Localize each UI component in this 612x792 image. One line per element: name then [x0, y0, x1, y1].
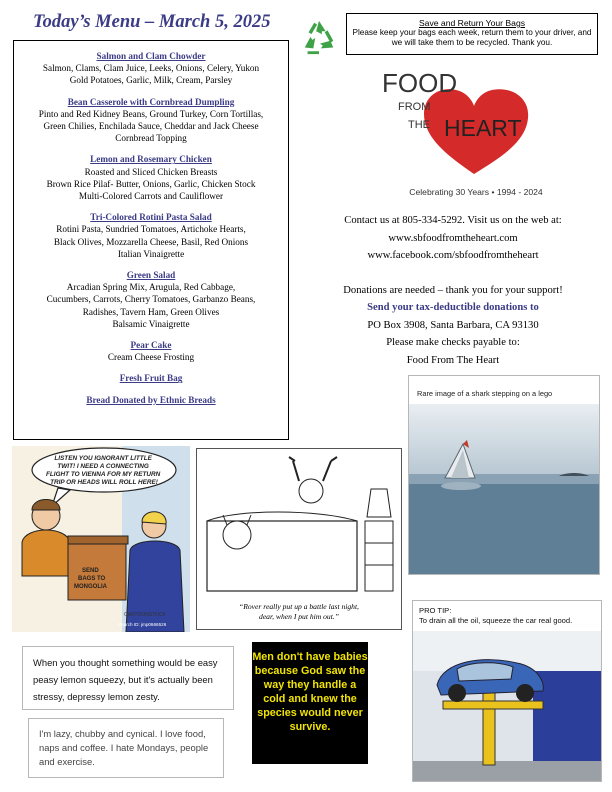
contact-line: Contact us at 805-334-5292. Visit us on the web at: [344, 215, 562, 226]
sign-line: MONGOLIA [74, 584, 107, 590]
lazy-meme: I'm lazy, chubby and cynical. I love food, naps and coffee. I hate Mondays, people and exercise. [28, 718, 224, 778]
pro-tip-text: To drain all the oil, squeeze the car real good. [419, 616, 573, 625]
menu-item-description: Roasted and Sliced Chicken Breasts [84, 166, 218, 177]
lemon-squeezy-meme: When you thought something would be easy peasy lemon squeezy, but it's actually been stressy, depressy lemon zesty. [22, 646, 234, 710]
rover-cartoon [196, 448, 402, 630]
payee-text: Food From The Heart [406, 354, 500, 366]
logo-food: FOOD [382, 68, 458, 98]
contact-info [300, 212, 606, 369]
mailing-address: PO Box 3908, Santa Barbara, CA 93130 [367, 319, 539, 331]
car-lift-photo [413, 631, 601, 781]
donations-text: Donations are needed – thank you for your support! [343, 284, 563, 296]
airline-cartoon [12, 446, 190, 632]
cartoon-search-id: Search ID: jmp0666526 [118, 622, 167, 627]
website-link[interactable]: www.sbfoodfromtheheart.com [388, 232, 518, 244]
menu-item-description: Black Olives, Mozzarella Cheese, Basil, Red Onions [53, 236, 249, 247]
recycle-icon [300, 18, 338, 56]
bags-heading: Save and Return Your Bags [418, 18, 526, 28]
bubble-line: TRIP OR HEADS WILL ROLL HERE! [50, 479, 158, 486]
pro-tip-heading: PRO TIP: [419, 606, 452, 615]
shark-photo [409, 404, 599, 574]
pro-tip-caption [413, 601, 601, 631]
checks-text: Please make checks payable to: [386, 337, 520, 348]
menu-item [14, 96, 288, 145]
page-title: Today’s Menu – March 5, 2025 [33, 12, 271, 32]
menu-item-description: Cornbread Topping [115, 133, 187, 144]
menu-item-name: Tri-Colored Rotini Pasta Salad [90, 212, 212, 223]
menu-item-description: Rotini Pasta, Sundried Tomatoes, Artichoke Hearts, [56, 224, 246, 235]
send-donations-text: Send your tax-deductible donations to [367, 302, 539, 313]
caption-line: dear, when I put him out.” [259, 611, 339, 621]
menu-item [14, 394, 288, 406]
rover-caption [197, 602, 401, 621]
logo-heart: HEART [444, 115, 522, 141]
bubble-line: TWIT! I NEED A CONNECTING [57, 463, 149, 470]
menu-item [14, 50, 288, 87]
sign-line: SEND [82, 568, 99, 574]
menu-item [14, 339, 288, 363]
pro-tip-meme [412, 600, 602, 782]
caption-line: “Rover really put up a battle last night, [239, 602, 359, 611]
menu-item [14, 269, 288, 330]
menu-item-description: Arcadian Spring Mix, Arugula, Red Cabbage, [66, 282, 236, 293]
menu-item-description: Pinto and Red Kidney Beans, Ground Turkey, Corn Tortillas, [38, 108, 264, 119]
shark-caption: Rare image of a shark stepping on a lego [417, 389, 553, 398]
facebook-link[interactable]: www.facebook.com/sbfoodfromtheheart [367, 250, 539, 261]
men-cold-meme: Men don't have babies because God saw the way they handle a cold and knew the species would never survive. [252, 642, 368, 764]
menu-item-description: Balsamic Vinaigrette [112, 318, 190, 329]
bags-text: Please keep your bags each week, return them to your driver, and we will take them to be recycled. Thank you. [352, 28, 592, 47]
menu-item [14, 211, 288, 260]
shark-meme [408, 375, 600, 575]
menu-item [14, 153, 288, 202]
menu-item [14, 372, 288, 384]
menu-item-description: Cucumbers, Carrots, Cherry Tomatoes, Garbanzo Beans, [46, 294, 256, 305]
cartoon-credit: CARTOONSTOCK [124, 612, 166, 618]
svg-text:LISTEN YOU IGNORANT LITTLE [46, 455, 162, 486]
menu-item-name: Fresh Fruit Bag [119, 373, 183, 384]
menu-item-description: Gold Potatoes, Garlic, Milk, Cream, Parsley [69, 75, 233, 86]
menu-item-name: Salmon and Clam Chowder [96, 51, 206, 61]
menu-item-description: Cream Cheese Frosting [107, 352, 195, 363]
logo-the: THE [408, 119, 430, 131]
bags-notice [346, 13, 598, 55]
sign-line: BAGS TO [78, 576, 106, 582]
menu-item-name: Lemon and Rosemary Chicken [90, 154, 212, 165]
menu-item-description: Radishes, Tavern Ham, Green Olives [82, 306, 220, 317]
bubble-line: LISTEN YOU IGNORANT LITTLE [54, 455, 152, 462]
menu-item-description: Multi-Colored Carrots and Cauliflower [78, 191, 224, 202]
logo-tagline: Celebrating 30 Years • 1994 - 2024 [409, 187, 543, 197]
menu-item-name: Pear Cake [130, 340, 172, 351]
menu-item-description: Salmon, Clams, Clam Juice, Leeks, Onions, Celery, Yukon [42, 63, 260, 74]
menu-item-name: Bread Donated by Ethnic Breads [86, 394, 216, 405]
menu-item-name: Green Salad [126, 270, 176, 281]
menu-item-description: Green Chilies, Enchilada Sauce, Cheddar and Jack Cheese [43, 121, 259, 132]
food-from-the-heart-logo [378, 62, 574, 202]
menu-item-description: Brown Rice Pilaf- Butter, Onions, Garlic, Chicken Stock [46, 178, 256, 189]
logo-from: FROM [398, 101, 431, 113]
menu-box [13, 40, 289, 440]
bubble-line: FLIGHT TO VIENNA FOR MY RETURN [46, 471, 161, 478]
menu-item-name: Bean Casserole with Cornbread Dumpling [67, 96, 235, 107]
menu-item-description: Italian Vinaigrette [117, 248, 185, 259]
